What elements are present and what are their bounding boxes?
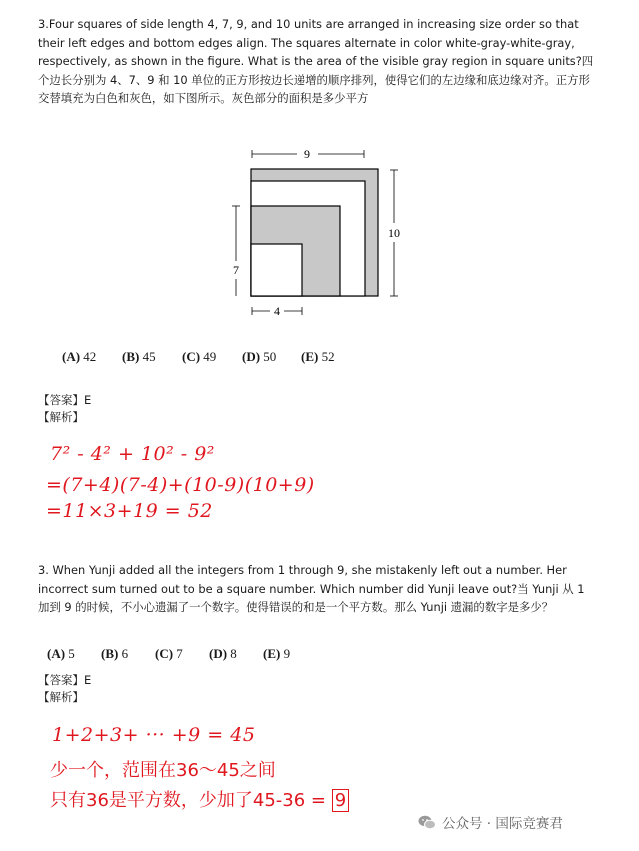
- handwriting-2-line1: 1+2+3+ ··· +9 = 45: [52, 724, 256, 746]
- watermark-text: 公众号 · 国际竞赛君: [442, 816, 563, 832]
- dim-left-label: 7: [233, 263, 239, 277]
- handwriting-1-line1: 7² - 4² + 10² - 9²: [50, 443, 215, 465]
- choice-b[interactable]: (B) 45: [122, 349, 156, 364]
- analysis-label-1: 【解析】: [38, 410, 84, 424]
- square-10: [251, 169, 378, 296]
- choice-d[interactable]: (D) 8: [209, 646, 237, 661]
- choice-a[interactable]: (A) 42: [62, 349, 97, 364]
- answer-label-1: 【答案】E: [38, 393, 92, 407]
- handwriting-1-line3: =11×3+19 = 52: [46, 500, 213, 522]
- choice-a[interactable]: (A) 5: [47, 646, 75, 661]
- choice-e[interactable]: (E) 9: [263, 646, 291, 661]
- square-7: [251, 206, 340, 296]
- square-4: [251, 244, 302, 296]
- boxed-answer: 9: [332, 789, 349, 812]
- watermark: [418, 812, 563, 832]
- dim-top-label: 9: [304, 147, 310, 161]
- choice-b[interactable]: (B) 6: [101, 646, 129, 661]
- handwriting-2-line3: [50, 786, 349, 812]
- handwriting-1-line2: =(7+4)(7-4)+(10-9)(10+9): [46, 474, 315, 496]
- choice-d[interactable]: (D) 50: [242, 349, 277, 364]
- choice-c[interactable]: (C) 49: [182, 349, 217, 364]
- problem1-text: 3.Four squares of side length 4, 7, 9, and 10 units are arranged in increasing size order so that their left edges and bottom edges align. The squares alternate in color white-gray-white-gray, respectively, as shown in the figure. What is the area of the visible gray region in square units?四个边长分别为 4、7、9 和 10 单位的正方形按边长递增的顺序排列，使得它们的左边缘和底边缘对齐。正方形交替填充为白色和灰色，如下图所示。灰色部分的面积是多少平方: [38, 17, 594, 105]
- square-9: [251, 181, 365, 296]
- problem2-text: 3. When Yunji added all the integers from 1 through 9, she mistakenly left out a number. Her incorrect sum turned out to be a square number. Which number did Yunji leave out?当 Yunji 从 1 加到 9 的时候，不小心遗漏了一个数字。使得错误的和是一个平方数。那么 Yunji 遗漏的数字是多少？: [38, 563, 585, 614]
- wechat-icon: [418, 815, 436, 830]
- dim-right-label: 10: [388, 226, 400, 240]
- handwriting-2-line3-text: 只有36是平方数，少加了45-36 =: [50, 790, 332, 811]
- dim-bottom-label: 4: [274, 304, 280, 318]
- analysis-label-2: 【解析】: [38, 690, 84, 704]
- choice-c[interactable]: (C) 7: [155, 646, 183, 661]
- answer-label-2: 【答案】E: [38, 673, 92, 687]
- handwriting-2-line2: 少一个，范围在36～45之间: [50, 760, 276, 781]
- choice-e[interactable]: (E) 52: [301, 349, 335, 364]
